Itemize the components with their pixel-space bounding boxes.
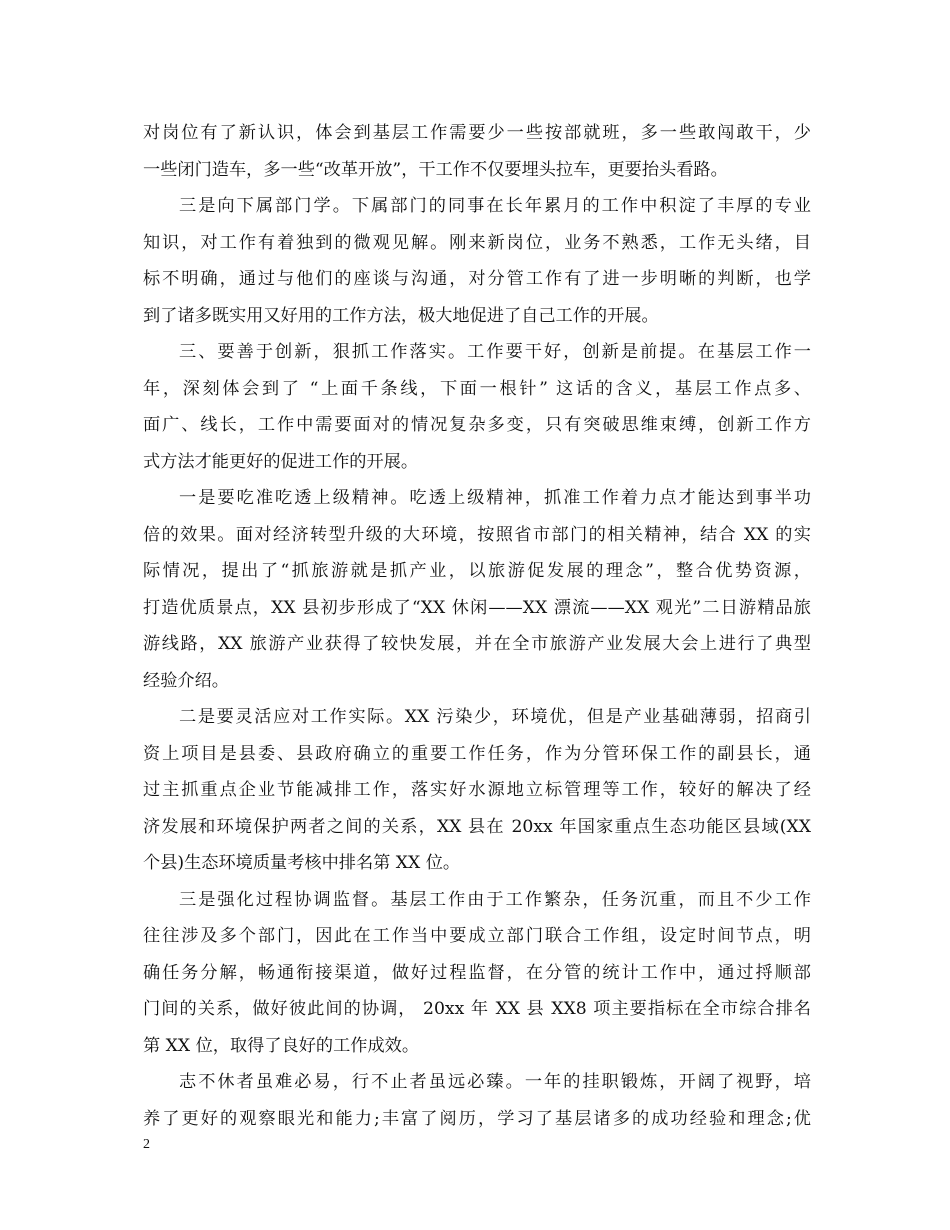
text-line: 游线路，XX 旅游产业获得了较快发展，并在全市旅游产业发展大会上进行了典型 (143, 634, 811, 654)
text-line: 确任务分解，畅通衔接渠道，做好过程监督，在分管的统计工作中，通过捋顺部 (143, 962, 811, 983)
text-line: 打造优质景点，XX 县初步形成了“XX 休闲——XX 漂流——XX 观光”二日游精品旅 (143, 597, 811, 618)
body-text (143, 115, 811, 1137)
page-number: 2 (143, 1137, 150, 1152)
text-line: 对岗位有了新认识，体会到基层工作需要少一些按部就班，多一些敢闯敢干，少 (143, 123, 811, 143)
text-line: 际情况，提出了“抓旅游就是抓产业，以旅游促发展的理念”，整合优势资源， (143, 561, 811, 581)
text-line: 门间的关系，做好彼此间的协调， 20xx 年 XX 县 XX8 项主要指标在全市综合排名 (143, 999, 811, 1019)
text-line: 过主抓重点企业节能减排工作，落实好水源地立标管理等工作，较好的解决了经 (143, 780, 811, 800)
text-line: 标不明确，通过与他们的座谈与沟通，对分管工作有了进一步明晰的判断，也学 (143, 269, 811, 289)
text-line: 经验介绍。 (143, 670, 229, 691)
text-line: 资上项目是县委、县政府确立的重要工作任务，作为分管环保工作的副县长，通 (143, 743, 811, 764)
text-line: 知识，对工作有着独到的微观见解。刚来新岗位，业务不熟悉，工作无头绪，目 (143, 232, 811, 253)
text-line: 第 XX 位，取得了良好的工作成效。 (143, 1035, 420, 1056)
text-line: 往往涉及多个部门，因此在工作当中要成立部门联合工作组，设定时间节点，明 (143, 926, 811, 946)
paragraph-first-line: 三是强化过程协调监督。基层工作由于工作繁杂，任务沉重，而且不少工作 (179, 889, 811, 910)
text-line: 到了诸多既实用又好用的工作方法，极大地促进了自己工作的开展。 (143, 305, 659, 326)
paragraph-first-line: 一是要吃准吃透上级精神。吃透上级精神，抓准工作着力点才能达到事半功 (179, 488, 811, 508)
text-line: 倍的效果。面对经济转型升级的大环境，按照省市部门的相关精神，结合 XX 的实 (143, 524, 811, 545)
paragraph-first-line: 志不休者虽难必易，行不止者虽远必臻。一年的挂职锻炼，开阔了视野，培 (179, 1072, 811, 1092)
text-line: 一些闭门造车，多一些“改革开放”，干工作不仅要埋头拉车，更要抬头看路。 (143, 159, 728, 180)
text-line: 年，深刻体会到了 “上面千条线，下面一根针” 这话的含义，基层工作点多、 (143, 378, 811, 399)
text-line: 个县)生态环境质量考核中排名第 XX 位。 (143, 853, 461, 873)
text-line: 养了更好的观察眼光和能力;丰富了阅历，学习了基层诸多的成功经验和理念;优 (143, 1108, 811, 1129)
text-line: 济发展和环境保护两者之间的关系，XX 县在 20xx 年国家重点生态功能区县域(XX (143, 816, 811, 837)
paragraph-first-line: 二是要灵活应对工作实际。XX 污染少，环境优，但是产业基础薄弱，招商引 (179, 707, 811, 727)
paragraph-first-line: 三、要善于创新，狠抓工作落实。工作要干好，创新是前提。在基层工作一 (179, 342, 811, 362)
text-line: 面广、线长，工作中需要面对的情况复杂多变，只有突破思维束缚，创新工作方 (143, 415, 811, 435)
paragraph-first-line: 三是向下属部门学。下属部门的同事在长年累月的工作中积淀了丰厚的专业 (179, 196, 811, 216)
text-line: 式方法才能更好的促进工作的开展。 (143, 451, 419, 472)
